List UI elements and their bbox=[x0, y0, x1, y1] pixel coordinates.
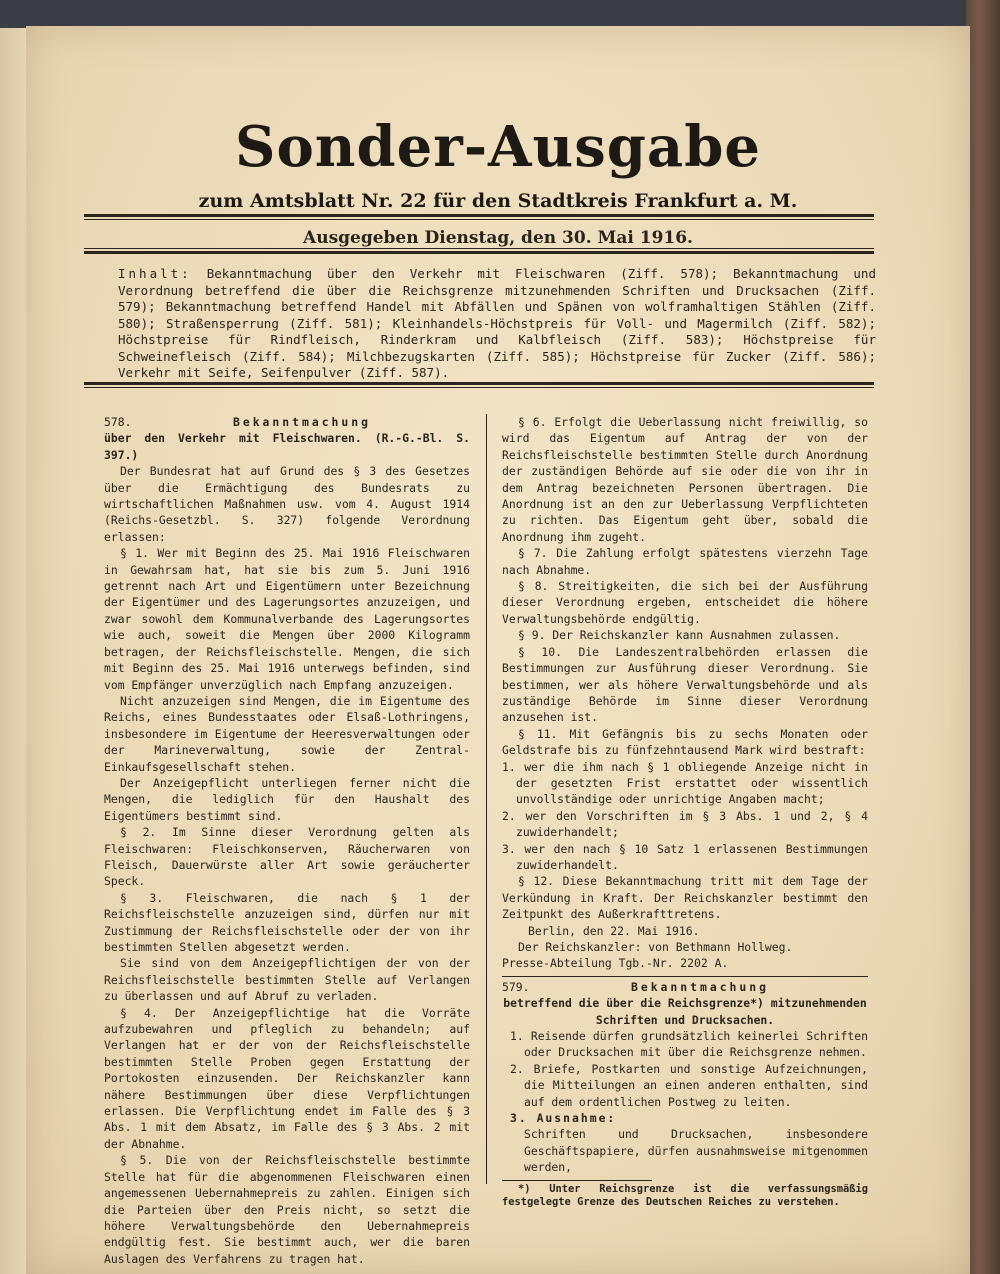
paragraph-9: § 9. Der Reichskanzler kann Ausnahmen zulassen. bbox=[518, 628, 841, 643]
left-page-edge bbox=[0, 28, 29, 1274]
penalty-item: 3. wer den nach § 10 Satz 1 erlassenen Bestimmungen zuwiderhandelt. bbox=[502, 841, 868, 872]
paragraph-1: § 1. Wer mit Beginn des 25. Mai 1916 Fleischwaren in Gewahrsam hat, hat sie bis zum 5. Juni 1916 getrennt nach Art und Eigentümern unter Bezeichnung der Eigentümer und des Lagerungsortes anzuzeigen, und zwar sowohl dem Kommunalverbande des Lagerungsortes wie auch, soweit die Mengen über 2000 Kilogramm betragen, der Reichsfleischstelle. Mengen, die sich mit Beginn des 25. Mai 1916 unterwegs befinden, sind vom Empfänger unverzüglich nach Empfang anzuzeigen. bbox=[104, 546, 470, 692]
issue-date: Ausgegeben Dienstag, den 30. Mai 1916. bbox=[303, 228, 693, 248]
contents-rule-thick bbox=[84, 382, 874, 385]
article-separator bbox=[502, 976, 868, 977]
contents-label: Inhalt: bbox=[118, 266, 192, 281]
left-column bbox=[104, 414, 470, 1267]
signing-date: Berlin, den 22. Mai 1916. bbox=[528, 923, 700, 938]
contents-rule-thin bbox=[84, 387, 874, 388]
rule-item: 2. Briefe, Postkarten und sonstige Aufzeichnungen, die Mitteilungen an einen anderen enthalten, sind auf dem ordentlichen Postweg zu leiten. bbox=[510, 1061, 868, 1109]
paragraph-5: § 5. Die von der Reichsfleischstelle bestimmte Stelle hat für die abgenommenen Fleischwaren einen angemessenen Uebernahmepreis zu zahlen. Einigen sich die Parteien über den Preis nicht, so setzt die höhere Verwaltungsbehörde den Uebernahmepreis endgültig fest. Sie bestimmt auch, wer die baren Auslagen des Verfahrens zu tragen hat. bbox=[104, 1153, 470, 1266]
article-579-heading: Bekanntmachung bbox=[630, 979, 769, 994]
right-column bbox=[502, 414, 868, 1209]
signature: Der Reichskanzler: von Bethmann Hollweg. bbox=[518, 940, 793, 954]
paragraph-3: § 3. Fleischwaren, die nach § 1 der Reichsfleischstelle anzuzeigen sind, dürfen nur mit Zustimmung der Reichsfleischstelle oder der von ihr bestimmten Stellen abgesetzt werden. bbox=[104, 890, 470, 954]
book-spine bbox=[966, 0, 1000, 1274]
page-subtitle: zum Amtsblatt Nr. 22 für den Stadtkreis Frankfurt a. M. bbox=[198, 190, 798, 212]
paragraph-8: § 8. Streitigkeiten, die sich bei der Ausführung dieser Verordnung ergeben, entscheidet die höhere Verwaltungsbehörde endgültig. bbox=[502, 579, 868, 626]
press-reference: Presse-Abteilung Tgb.-Nr. 2202 A. bbox=[502, 956, 729, 971]
footnote: *) Unter Reichsgrenze ist die verfassungsmäßig festgelegte Grenze des Deutschen Reiches zu verstehen. bbox=[502, 1182, 868, 1208]
exception-text: Schriften und Drucksachen, insbesondere Geschäftspapiere, dürfen ausnahmsweise mitgenommen werden, bbox=[524, 1127, 868, 1175]
paragraph-1-cont: Nicht anzuzeigen sind Mengen, die im Eigentume des Reichs, eines Bundesstaates oder Elsaß-Lothringens, insbesondere im Eigentume der Heeresverwaltungen oder der Marineverwaltung, sowie der Zentral-Einkaufsgesellschaft stehen. bbox=[104, 693, 470, 774]
paragraph-2: § 2. Im Sinne dieser Verordnung gelten als Fleischwaren: Fleischkonserven, Räucherwaren von Fleisch, Dauerwürste aller Art sowie geräucherter Speck. bbox=[104, 825, 470, 889]
rule-item: 1. Reisende dürfen grundsätzlich keinerlei Schriften oder Drucksachen mit über die Reichsgrenze nehmen. bbox=[510, 1029, 868, 1060]
article-578-heading: Bekanntmachung bbox=[232, 415, 371, 429]
paragraph-3-cont: Sie sind von dem Anzeigepflichtigen der von der Reichsfleischstelle bestimmten Stelle auf Verlangen zu überlassen und auf Abruf zu verladen. bbox=[104, 956, 470, 1004]
page-title: Sonder-Ausgabe bbox=[235, 114, 761, 180]
article-578-number: 578. bbox=[104, 415, 132, 429]
paragraph-12: § 12. Diese Bekanntmachung tritt mit dem Tage der Verkündung in Kraft. Der Reichskanzler bestimmt den Zeitpunkt des Außerkrafttretens. bbox=[502, 874, 868, 922]
penalty-item: 1. wer die ihm nach § 1 obliegende Anzeige nicht in der gesetzten Frist erstattet oder wissentlich unvollständige oder unrichtige Angaben macht; bbox=[502, 759, 868, 807]
paragraph-6: § 6. Erfolgt die Ueberlassung nicht freiwillig, so wird das Eigentum auf Antrag der von der Reichsfleischstelle bestimmten Stelle durch Anordnung der zuständigen Behörde auf sie oder die von ihr in dem Antrag bezeichneten Personen übertragen. Die Anordnung ist an den zur Ueberlassung Verpflichteten zu richten. Das Eigentum geht über, sobald die Anordnung ihm zugeht. bbox=[502, 415, 868, 544]
article-579-header bbox=[502, 979, 868, 995]
header-rule-thin bbox=[84, 219, 874, 220]
issued-rule-thin bbox=[84, 248, 874, 249]
penalty-item: 2. wer den Vorschriften im § 3 Abs. 1 und 2, § 4 zuwiderhandelt; bbox=[502, 808, 868, 840]
contents-text: Bekanntmachung über den Verkehr mit Fleischwaren (Ziff. 578); Bekanntmachung und Verordnung betreffend die über die Reichsgrenze mitzunehmenden Schriften und Drucksachen (Ziff. 579); Bekanntmachung betreffend Handel mit Abfällen und Spänen von wolframhaltigen Stählen (Ziff. 580); Straßensperrung (Ziff. 581); Kleinhandels-Höchstpreis für Voll- und Magermilch (Ziff. 582); Höchstpreise für Rindfleisch, Rinderkram und Kalbfleisch (Ziff. 583); Höchstpreise für Schweinefleisch (Ziff. 584); Milchbezugskarten (Ziff. 585); Höchstpreise für Zucker (Ziff. 586); Verkehr mit Seife, Seifenpulver (Ziff. 587). bbox=[118, 266, 876, 380]
footnote-rule bbox=[502, 1180, 652, 1181]
article-579-subheading: betreffend die über die Reichsgrenze*) mitzunehmenden Schriften und Drucksachen. bbox=[503, 996, 867, 1027]
issued-rule-thick bbox=[84, 251, 874, 254]
paragraph-10: § 10. Die Landeszentralbehörden erlassen die Bestimmungen zur Ausführung dieser Verordnung. Sie bestimmen, wer als höhere Verwaltungsbehörde und als zuständige Behörde im Sinne dieser Verordnung anzusehen ist. bbox=[502, 644, 868, 725]
article-578-header bbox=[104, 414, 470, 430]
exception-label-text: 3. Ausnahme: bbox=[510, 1111, 617, 1126]
document-page bbox=[26, 26, 970, 1274]
header-rule-top bbox=[84, 214, 874, 217]
paragraph-7: § 7. Die Zahlung erfolgt spätestens vierzehn Tage nach Abnahme. bbox=[502, 546, 868, 577]
article-578-intro: Der Bundesrat hat auf Grund des § 3 des Gesetzes über die Ermächtigung des Bundesrats zu wirtschaftlichen Maßnahmen usw. vom 4. August 1914 (Reichs-Gesetzbl. S. 327) folgende Verordnung erlassen: bbox=[104, 464, 470, 544]
article-578-subheading: über den Verkehr mit Fleischwaren. (R.-G.-Bl. S. 397.) bbox=[104, 431, 470, 462]
exception-label bbox=[502, 1110, 868, 1126]
paragraph-11: § 11. Mit Gefängnis bis zu sechs Monaten oder Geldstrafe bis zu fünfzehntausend Mark wird bestraft: bbox=[502, 726, 868, 758]
paragraph-4: § 4. Der Anzeigepflichtige hat die Vorräte aufzubewahren und pfleglich zu behandeln; auf Verlangen hat er der von der Reichsfleischstelle bestimmten Stelle Proben gegen Erstattung der Portokosten einzusenden. Der Reichskanzler kann nähere Bestimmungen über diese Verpflichtungen erlassen. Die Verpflichtung endet im Falle des § 3 Abs. 1 mit dem Absatz, im Falle des § 3 Abs. 2 mit der Abnahme. bbox=[104, 1005, 470, 1151]
paragraph-1-cont2: Der Anzeigepflicht unterliegen ferner nicht die Mengen, die lediglich für den Haushalt des Eigentümers bestimmt sind. bbox=[104, 775, 470, 823]
column-divider bbox=[486, 414, 487, 1184]
table-of-contents bbox=[118, 266, 876, 382]
article-579-number: 579. bbox=[502, 979, 530, 994]
